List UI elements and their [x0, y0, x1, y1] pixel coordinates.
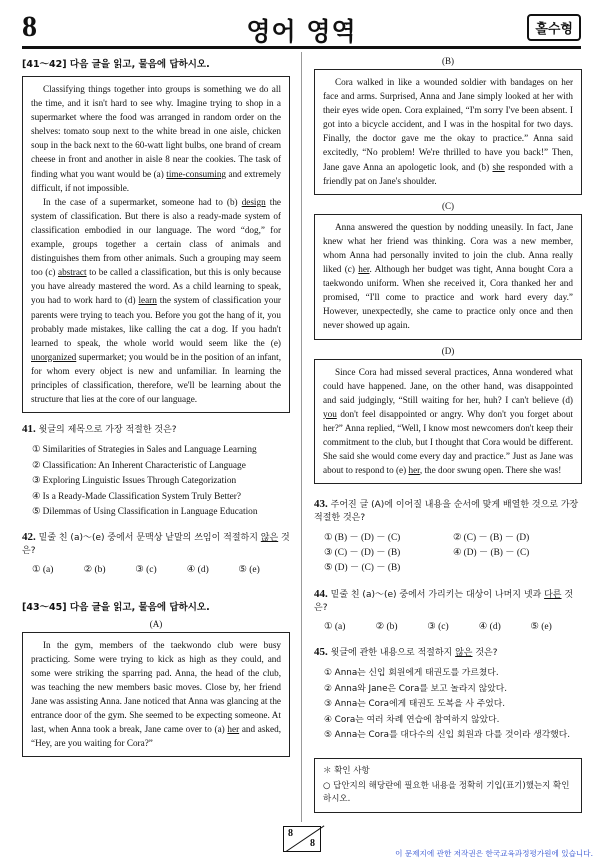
passage-paragraph: In the gym, members of the taekwondo club were busy practicing. Some were trying to kick as high as they could, and some were striking the sparring pad. Anna, the head of the club, was teaching the new members basic moves. Close by, her friend Jane was assisting Anna. Jane noticed that Anna was glancing at the entrance door of the gym. She seemed to be expecting someone. At last, when Anna took a break, Jane came over to (a) her and asked, “Hey, are you waiting for Cora?” [31, 639, 281, 749]
passage-a [22, 632, 290, 758]
option[interactable]: ③ Exploring Linguistic Issues Through Categorization [32, 476, 237, 487]
passage-paragraph: Anna answered the question by nodding uneasily. In fact, Jane knew what her friend was thinking. Cora was a new member, whom Anna had personally invited to join the club. Anna really liked (c) her. Although her budget was tight, Anna bought Cora a taekwondo uniform. When she received it, Cora thanked her and promised, “I'll come to practice and work hard every day.” However, unexpectedly, she came to practice only once and then never showed up again. [323, 221, 573, 331]
option[interactable]: ③ Anna는 Cora에게 태권도 도복을 사 주었다. [324, 699, 506, 710]
set-41-42-instruction: [41～42] 다음 글을 읽고, 물음에 답하시오. [22, 59, 210, 70]
option[interactable]: ① Anna는 신입 회원에게 태권도를 가르쳤다. [324, 668, 499, 679]
copyright-notice: 이 문제지에 관한 저작권은 한국교육과정평가원에 있습니다. [395, 849, 593, 858]
passage-paragraph: Since Cora had missed several practices, Anna wondered what could have happened. Jane, on the other hand, was disappointed and said judgingly, “Still waiting for her, huh? I can't believe (d) you don't feel disappointed or angry. Why don't you forget about her?” Anna replied, “Well, I know most newcomers don't keep their commitment to the club, but I thought that Cora would be different. She said she would come every day and practice.” Just as Jane was about to respond to (e) her, the door swung open. There she was! [323, 366, 573, 476]
option[interactable]: ④ Cora는 여러 차례 연습에 참여하지 않았다. [324, 714, 500, 725]
question-44-options [314, 621, 582, 634]
underlined-d: learn [138, 295, 157, 306]
underlined-e: unorganized [31, 351, 77, 362]
option[interactable]: ⑤ (e) [530, 622, 552, 633]
underlined-a: time-consuming [166, 168, 227, 179]
set-43-45-instruction: [43～45] 다음 글을 읽고, 물음에 답하시오. [22, 601, 210, 613]
subject-title: 영어 영역 [246, 17, 357, 46]
question-42-options [22, 564, 290, 577]
option[interactable]: ② (C) － (B) － (D) [453, 533, 530, 544]
passage-d [314, 359, 582, 485]
underlined-b: design [241, 196, 266, 207]
option[interactable]: ② (b) [83, 564, 106, 575]
passage-c [314, 214, 582, 340]
question-42: 42. 밑줄 친 (a)～(e) 중에서 문맥상 낱말의 쓰임이 적절하지 않은 것은? ① (a) ② (b) ③ (c) ④ (d) ⑤ (e) [22, 530, 290, 575]
question-43: 43. 주어진 글 (A)에 이어질 내용을 순서에 맞게 배열한 것으로 가장 적절한 것은? ① (B) － (D) － (C) ② (C) － (B) － (D) ③ (C) － (D) － (B) ④ (D) － (B) － (C) ⑤ (D) － (C) － (B) [314, 498, 582, 576]
option[interactable]: ④ (d) [478, 622, 501, 633]
right-column [314, 56, 582, 813]
question-45: 45. 윗글에 관한 내용으로 적절하지 않은 것은? ① Anna는 신입 회원에게 태권도를 가르쳤다. ② Anna와 Jane은 Cora를 보고 놀라지 않았다. ③ Anna는 Cora에게 태권도 도복을 사 주었다. ④ Cora는 여러 차례 연습에 참여하지 않았다. ⑤ Anna는 Cora를 대다수의 신입 회원과 다를 것이라 생각했다. [314, 646, 582, 744]
passage-41-42 [22, 76, 290, 413]
option[interactable]: ③ (c) [135, 564, 157, 575]
option[interactable]: ② (b) [375, 622, 398, 633]
column-divider [301, 52, 302, 822]
option[interactable]: ① Similarities of Strategies in Sales and Language Learning [32, 445, 257, 456]
part-label-d: (D) [441, 345, 455, 356]
notice-title: ＊ 확인 사항 [323, 765, 370, 776]
option[interactable]: ⑤ (e) [238, 564, 260, 575]
exam-type-badge: 홀수형 [527, 14, 581, 41]
question-43-options [314, 531, 582, 576]
option[interactable]: ① (a) [324, 622, 346, 633]
part-label-a: (A) [149, 618, 163, 629]
part-label-b: (B) [442, 56, 454, 66]
passage-paragraph: Classifying things together into groups is something we do all the time, and it isn't hard to see why. Imagine trying to shop in a supermarket where the food was arranged in random order on the shelves: tomato soup next to the white bread in one aisle, chicken soup in the back next to the 60-watt light bulbs, one brand of cream cheese in front and another in aisle 8 near the cookies. The task of finding what you want would be (a) time-consuming and extremely difficult, if not impossible. [31, 84, 281, 193]
option[interactable]: ④ (d) [186, 564, 209, 575]
underlined-c: abstract [58, 267, 87, 278]
confirmation-notice [314, 758, 582, 813]
header-rule [22, 46, 581, 49]
option[interactable]: ⑤ Dilemmas of Using Classification in Language Education [32, 507, 258, 518]
passage-paragraph: In the case of a supermarket, someone had to (b) design the system of classification. But there is also a ready-made system of classification embodied in our language. The word “dog,” for example, groups together a certain class of animals and distinguishes them from other animals. Such a grouping may seem too (c) abstract to be called a classification, but this is only because you have already mastered the word. As a child learning to speak, you had to work hard to (d) learn the system of classification your parents were trying to teach you. Before you got the hang of it, you probably made mistakes, like calling the cat a dog. If you hadn't learned to speak, the whole world would seem like the (e) unorganized supermarket; you would be in the position of an infant, for whom every object is new and unfamiliar. In learning the principles of classification, therefore, we'll be learning about the structure that lies at the core of our language. [31, 196, 281, 405]
passage-paragraph: Cora walked in like a wounded soldier with bandages on her face and arms. Surprised, Anna and Jane simply looked at her with their eyes wide open. Cora explained, “I'm sorry I've been absent. I got into a bicycle accident, and I was in the hospital for two days. Finally, the doctor gave me the okay to practice.” Anna said excitedly, “No problem! We're thrilled to have you back!” Then, Jane gave Anna an apologetic look, and (b) she responded with a friendly pat on Jane's shoulder. [323, 77, 574, 186]
passage-b [314, 69, 582, 195]
page-number: 8 [22, 10, 37, 43]
option[interactable]: ② Anna와 Jane은 Cora를 보고 놀라지 않았다. [324, 683, 507, 694]
option[interactable]: ⑤ (D) － (C) － (B) [324, 563, 401, 574]
option[interactable]: ③ (C) － (D) － (B) [324, 548, 401, 559]
question-41-options [22, 443, 290, 521]
option[interactable]: ⑤ Anna는 Cora를 대다수의 신입 회원과 다를 것이라 생각했다. [324, 730, 571, 741]
option[interactable]: ④ Is a Ready-Made Classification System Truly Better? [32, 491, 241, 502]
left-column [22, 56, 290, 757]
page-indicator: 8 8 [283, 826, 321, 852]
option[interactable]: ④ (D) － (B) － (C) [453, 548, 530, 559]
notice-text: ○ 답안지의 해당란에 필요한 내용을 정확히 기입(표기)했는지 확인하시오. [323, 780, 570, 804]
part-label-c: (C) [442, 200, 454, 211]
option[interactable]: ① (B) － (D) － (C) [324, 533, 401, 544]
option[interactable]: ③ (c) [427, 622, 449, 633]
question-44: 44. 밑줄 친 (a)～(e) 중에서 가리키는 대상이 나머지 넷과 다른 것은? ① (a) ② (b) ③ (c) ④ (d) ⑤ (e) [314, 588, 582, 634]
question-41: 41. 윗글의 제목으로 가장 적절한 것은? ① Similarities of Strategies in Sales and Language Learning ② Classification: An Inherent Characteristic of Language ③ Exploring Linguistic Issues Through Categorization ④ Is a Ready-Made Classification System Truly Better? ⑤ Dilemmas of Using Classification in Language Education [22, 423, 290, 521]
option[interactable]: ① (a) [32, 564, 54, 575]
question-45-options [314, 666, 582, 744]
option[interactable]: ② Classification: An Inherent Characteristic of Language [32, 460, 246, 471]
